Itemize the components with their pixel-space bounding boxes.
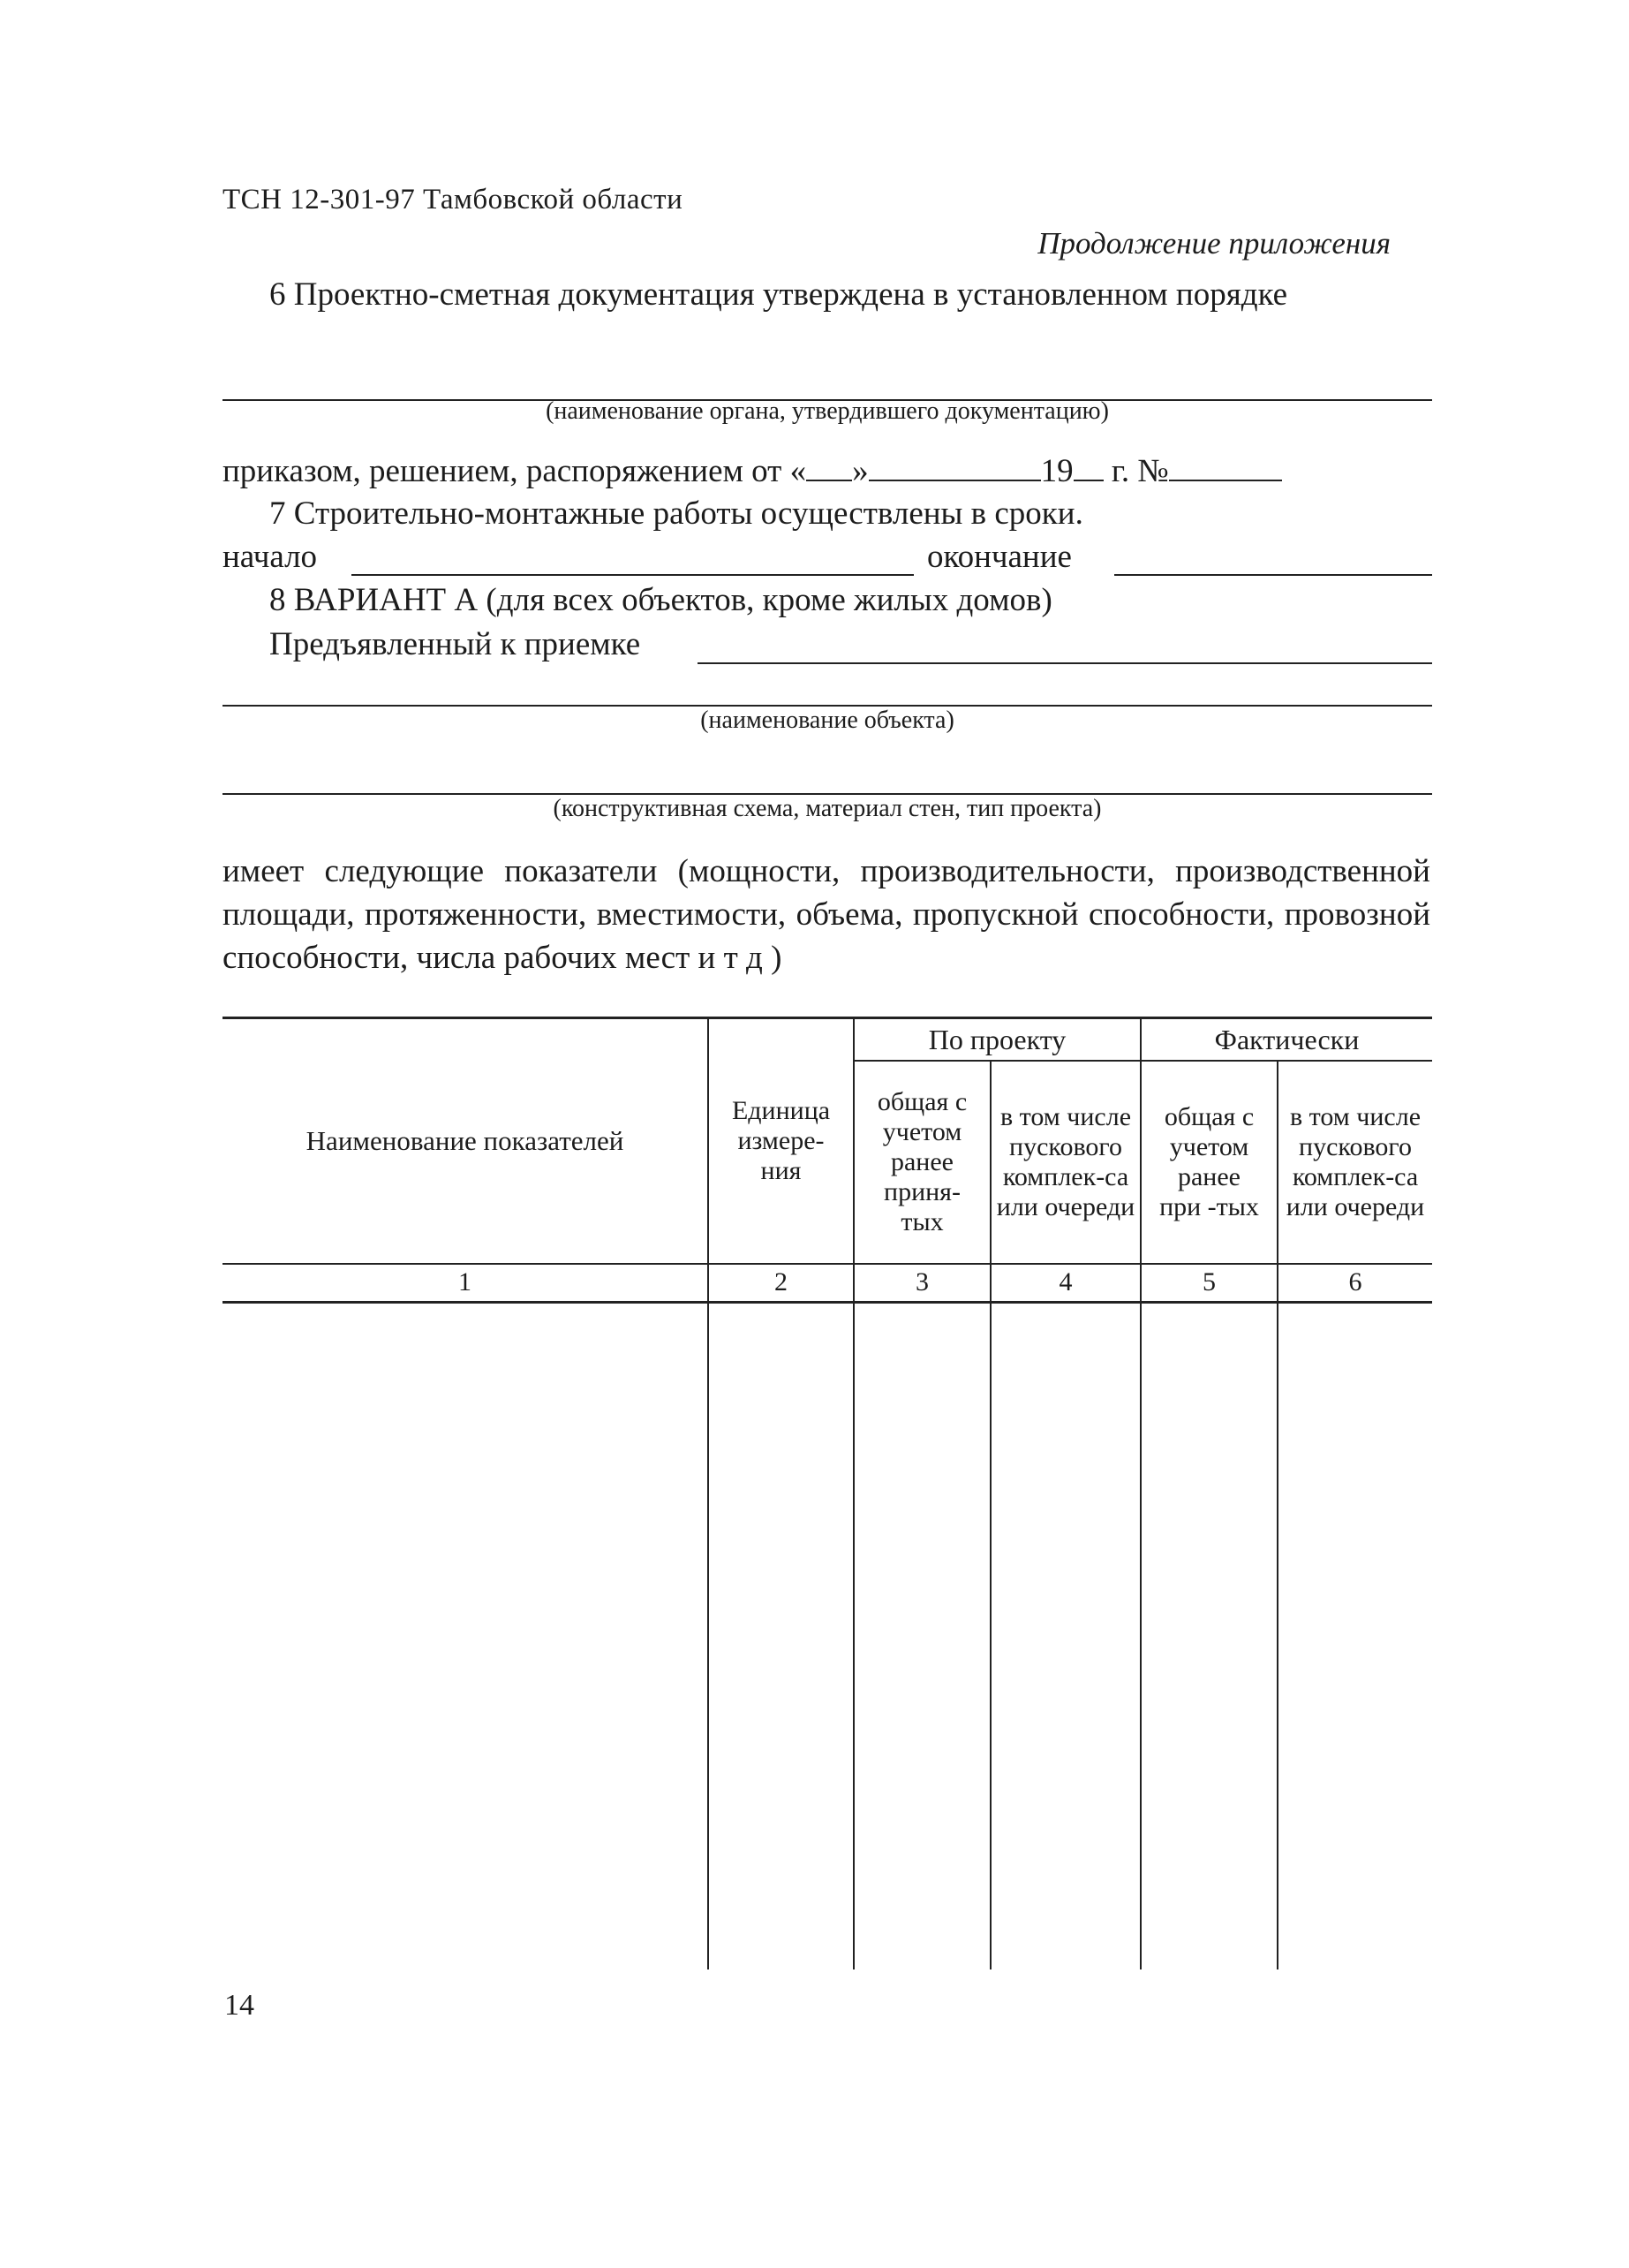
object-name-caption: (наименование объекта) <box>700 707 954 734</box>
item-6-text: 6 Проектно-сметная документация утверждена в установленном порядке <box>269 276 1288 313</box>
page-number: 14 <box>224 1989 254 2022</box>
body-cell-2 <box>708 1303 854 1969</box>
col-number-2: 2 <box>708 1264 854 1303</box>
start-blank <box>351 574 914 576</box>
scheme-caption: (конструктивная схема, материал стен, тип проекта) <box>553 795 1102 822</box>
order-month-blank <box>869 453 1041 481</box>
col-number-6: 6 <box>1278 1264 1432 1303</box>
order-year-blank <box>1074 453 1104 481</box>
group-actual-header: Фактически <box>1141 1018 1432 1061</box>
body-cell-6 <box>1278 1303 1432 1969</box>
order-line <box>222 452 1282 490</box>
col-number-5: 5 <box>1141 1264 1278 1303</box>
order-prefix: приказом, решением, распоряжением от « <box>222 453 807 489</box>
col-number-4: 4 <box>991 1264 1141 1303</box>
item-8-text: 8 ВАРИАНТ А (для всех объектов, кроме жилых домов) <box>269 582 1052 618</box>
order-number-label: г. № <box>1103 453 1169 489</box>
indicators-paragraph: имеет следующие показатели (мощности, производительности, производственной площади, протяженности, вместимости, объема, пропускной способности, провозной способности, числа рабочих мест и т д ) <box>222 853 1430 976</box>
body-cell-3 <box>854 1303 991 1969</box>
end-label: окончание <box>927 539 1072 575</box>
col-number-3: 3 <box>854 1264 991 1303</box>
presented-blank <box>698 662 1432 664</box>
body-cell-1 <box>222 1303 708 1969</box>
col-number-1: 1 <box>222 1264 708 1303</box>
body-cell-5 <box>1141 1303 1278 1969</box>
col-unit-header: Единица измере-ния <box>708 1018 854 1264</box>
col-indicator-name-header: Наименование показателей <box>222 1018 708 1264</box>
group-by-project-header: По проекту <box>854 1018 1141 1061</box>
col-actual-total-header: общая с учетом ранее при -тых <box>1141 1061 1278 1264</box>
order-day-blank <box>806 453 852 481</box>
order-year: 19 <box>1040 453 1074 489</box>
presented-label: Предъявленный к приемке <box>269 626 641 662</box>
approving-body-caption: (наименование органа, утвердившего документацию) <box>546 397 1109 425</box>
document-code-header: ТСН 12-301-97 Тамбовской области <box>222 184 683 215</box>
order-quote-close: » <box>852 453 869 489</box>
indicators-table <box>222 1017 1432 1969</box>
continuation-label: Продолжение приложения <box>1037 226 1391 261</box>
body-cell-4 <box>991 1303 1141 1969</box>
item-7-text: 7 Строительно-монтажные работы осуществлены в сроки. <box>269 495 1083 532</box>
start-label: начало <box>222 539 318 575</box>
end-blank <box>1114 574 1432 576</box>
col-actual-startup-header: в том числе пускового комплек-са или очереди <box>1278 1061 1432 1264</box>
table-body-row <box>222 1303 1432 1969</box>
order-number-blank <box>1169 453 1282 481</box>
col-project-startup-header: в том числе пускового комплек-са или очереди <box>991 1061 1141 1264</box>
col-project-total-header: общая с учетом ранее приня-тых <box>854 1061 991 1264</box>
